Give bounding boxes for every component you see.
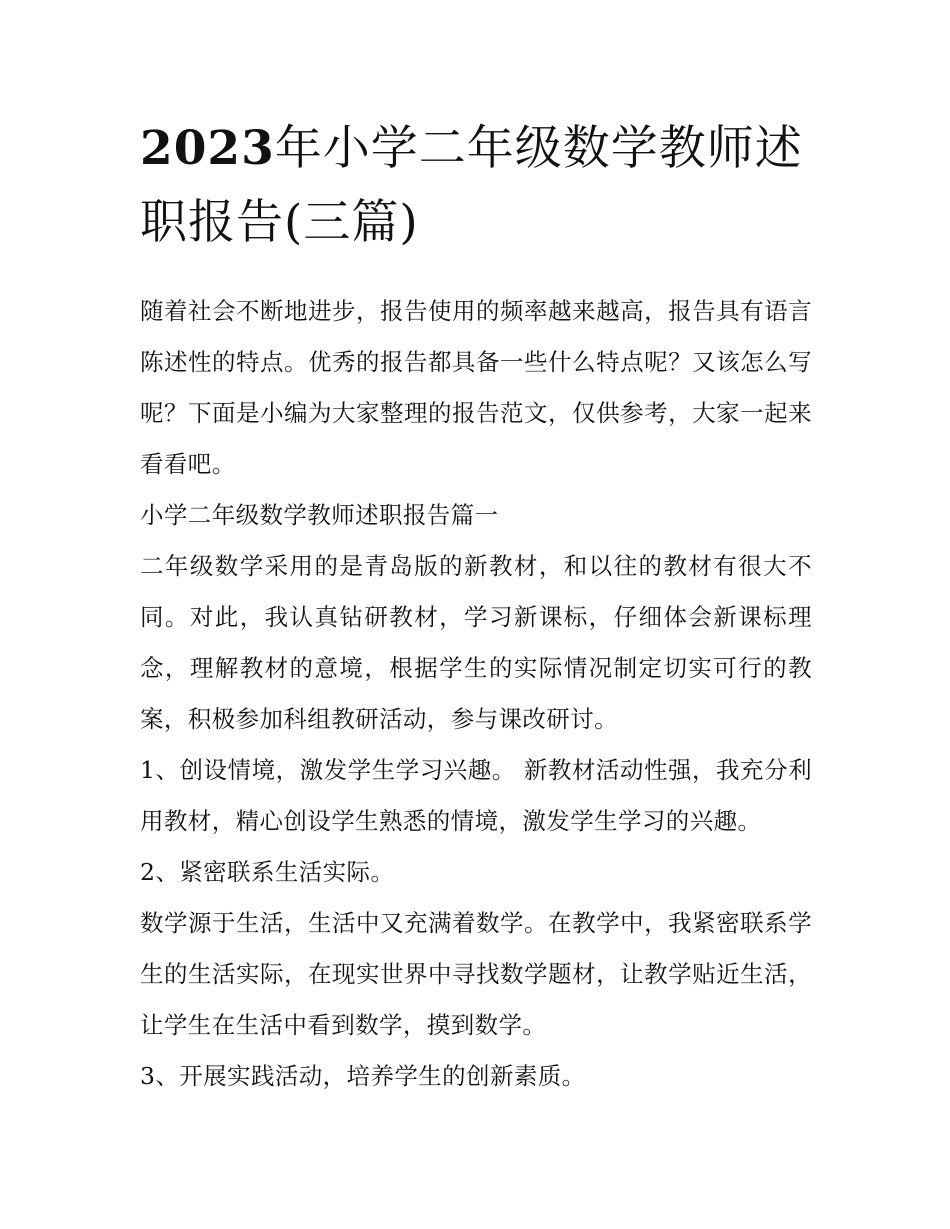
- document-title: [140, 112, 812, 260]
- document-body: [140, 286, 812, 1102]
- list-item-2: 2、紧密联系生活实际。: [140, 858, 395, 886]
- title-text: 年小学二年级数学教师述职报告(三篇): [140, 121, 803, 250]
- title-year: 2023: [140, 121, 275, 176]
- list-item-1: 1、创设情境，激发学生学习兴趣。 新教材活动性强，我充分利用教材，精心创设学生熟悉的情境，激发学生学习的兴趣。: [140, 756, 812, 835]
- section-heading: 小学二年级数学教师述职报告篇一: [140, 501, 499, 529]
- body-paragraph: 二年级数学采用的是青岛版的新教材，和以往的教材有很大不同。对此，我认真钻研教材，学习新课标，仔细体会新课标理念，理解教材的意境，根据学生的实际情况制定切实可行的教案，积极参加科组教研活动，参与课改研讨。: [140, 552, 812, 733]
- list-item-3: 3、开展实践活动，培养学生的创新素质。: [140, 1062, 586, 1090]
- body-paragraph: 数学源于生活，生活中又充满着数学。在教学中，我紧密联系学生的生活实际，在现实世界中寻找数学题材，让教学贴近生活，让学生在生活中看到数学，摸到数学。: [140, 909, 812, 1039]
- intro-paragraph: 随着社会不断地进步，报告使用的频率越来越高，报告具有语言陈述性的特点。优秀的报告都具备一些什么特点呢？又该怎么写呢？下面是小编为大家整理的报告范文，仅供参考，大家一起来看看吧。: [140, 297, 812, 478]
